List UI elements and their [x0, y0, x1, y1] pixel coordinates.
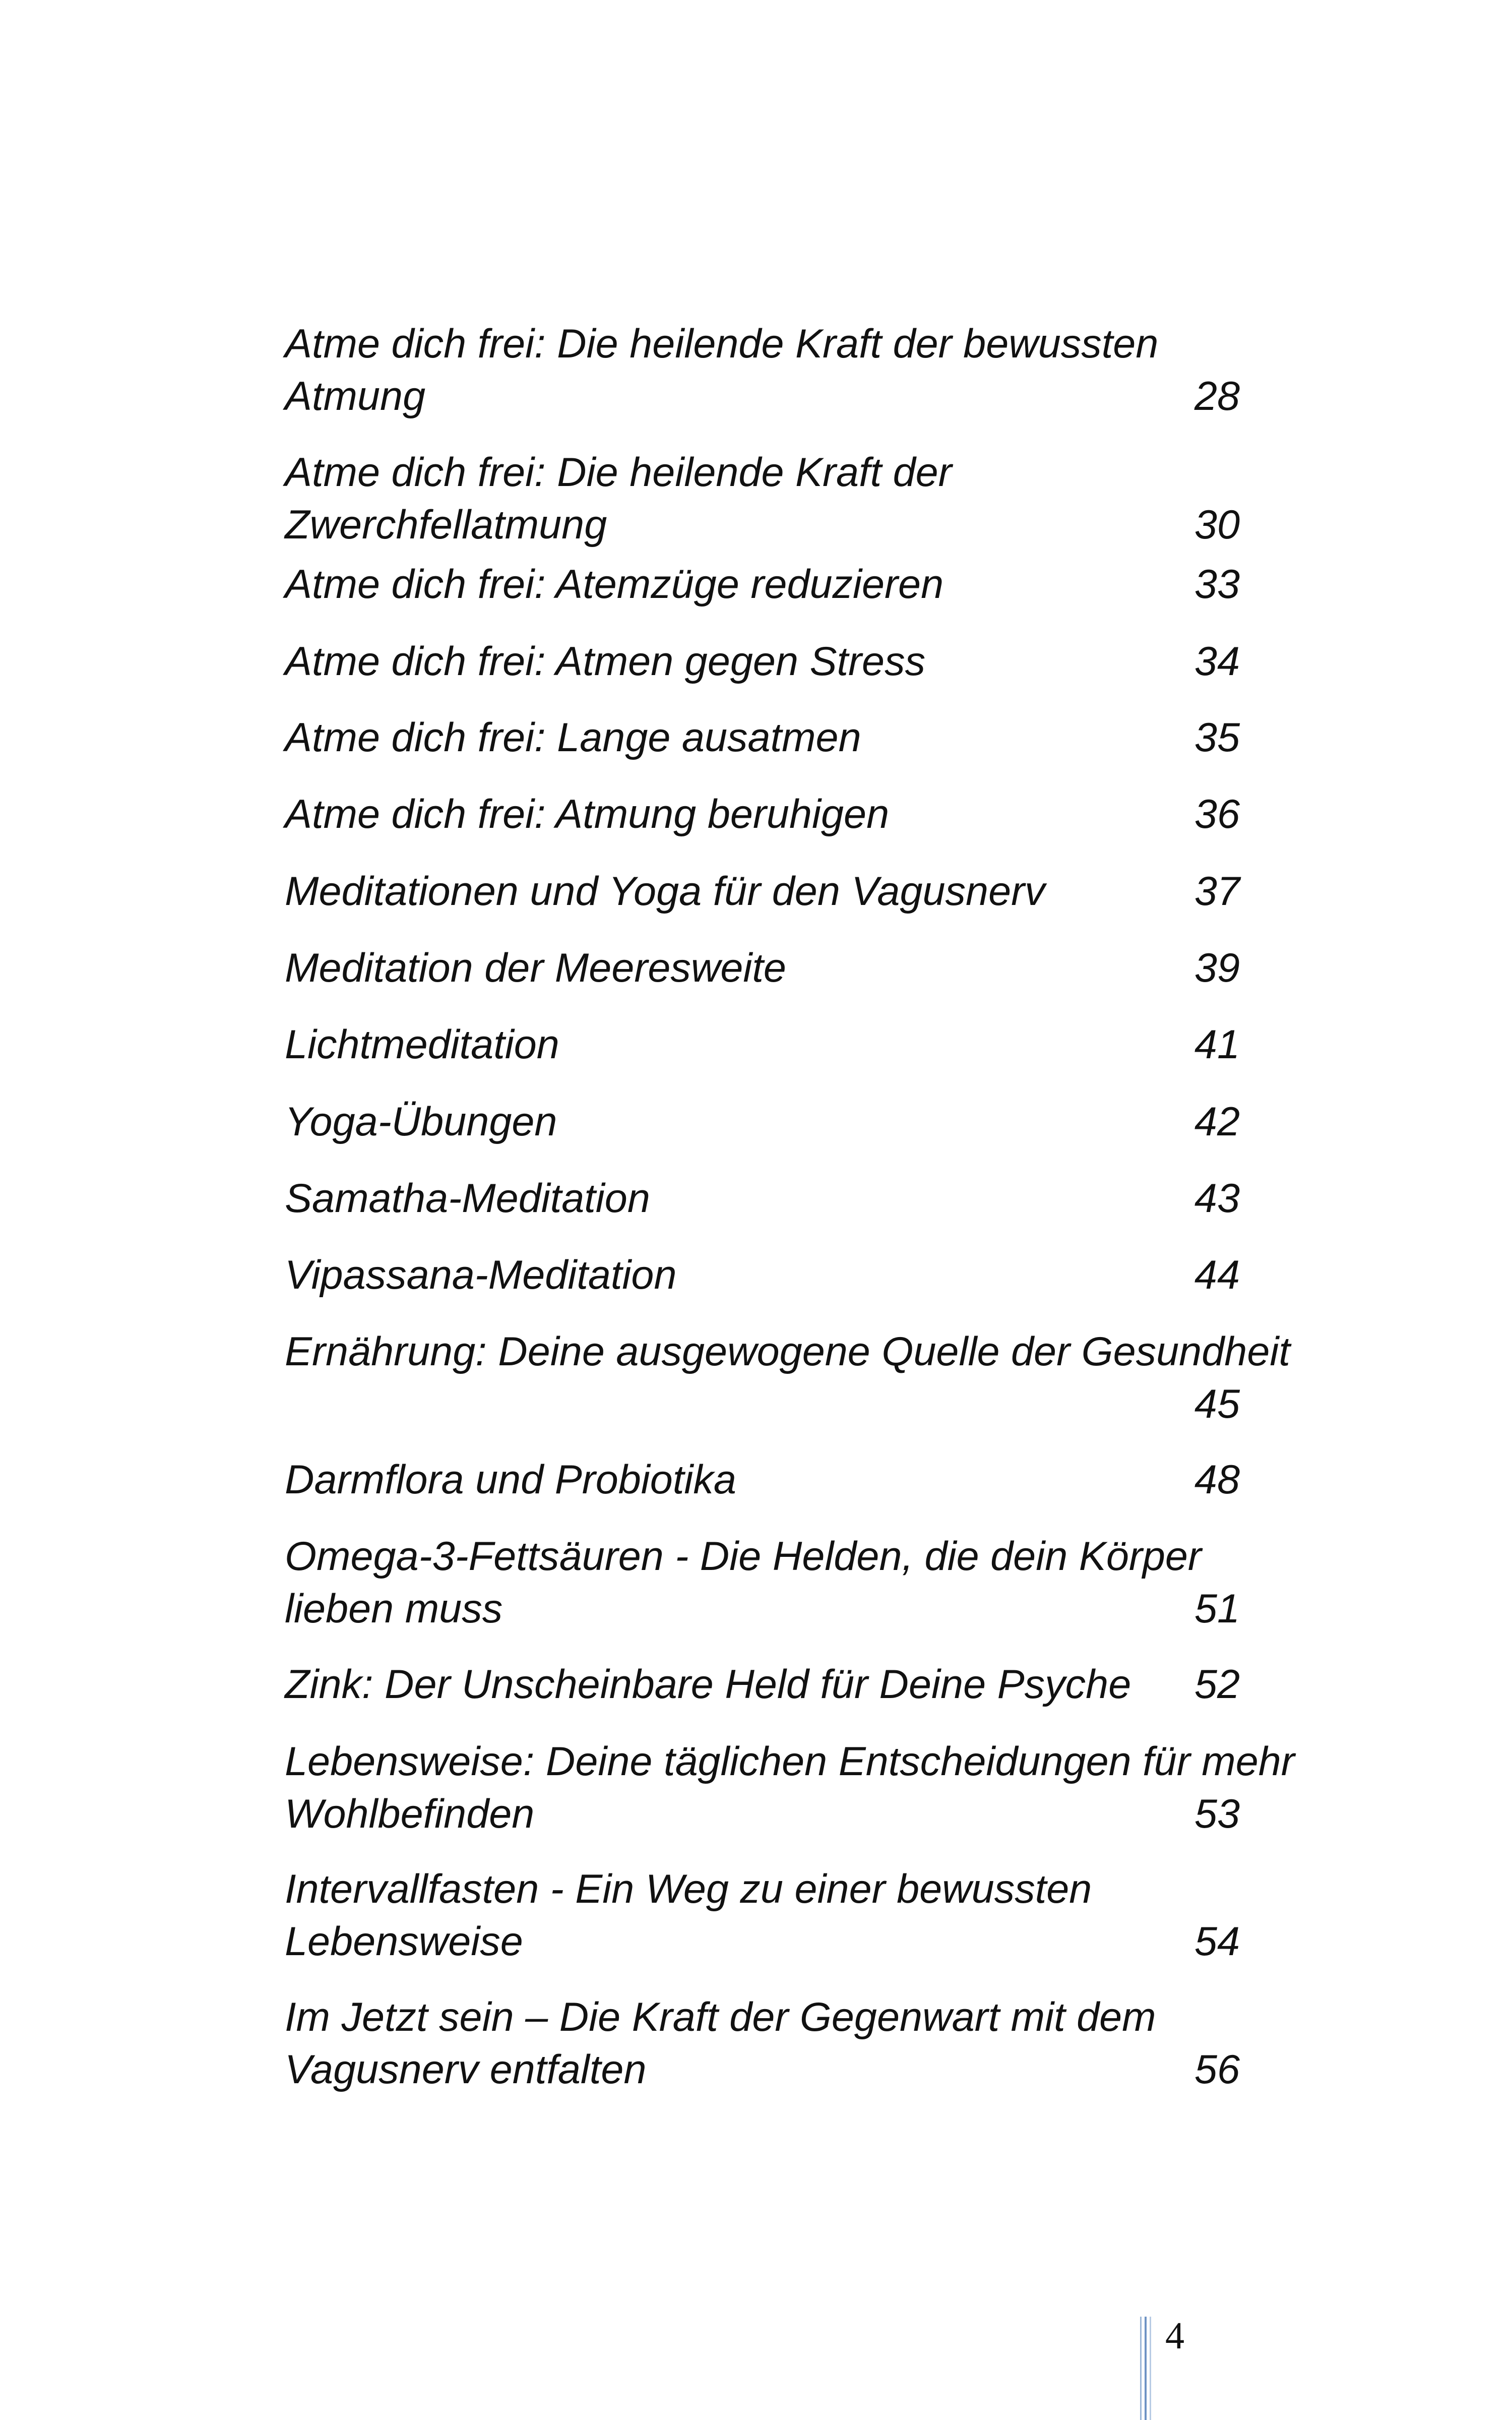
toc-entry-line: [285, 1018, 1240, 1071]
toc-entry-title: Darmflora und Probiotika: [285, 1457, 736, 1502]
toc-entry-title: Atme dich frei: Die heilende Kraft der: [285, 450, 952, 495]
toc-entry-page-number: 52: [1194, 1662, 1240, 1707]
toc-entry-title: Zink: Der Unscheinbare Held für Deine Psyche: [285, 1662, 1131, 1707]
toc-entry-line: [285, 1863, 1240, 1915]
toc-entry-page-number: 36: [1194, 792, 1240, 837]
toc-entry-page-number: 44: [1194, 1252, 1240, 1298]
toc-entry-line: [285, 499, 1240, 551]
toc-entry-title: Lichtmeditation: [285, 1022, 559, 1067]
toc-entry-title: Samatha-Meditation: [285, 1176, 650, 1221]
toc-entry-line: [285, 1530, 1240, 1583]
toc-entry-title: Atme dich frei: Atmen gegen Stress: [285, 639, 926, 684]
toc-entry-page-number: 35: [1194, 715, 1240, 760]
toc-entry-page-number: 33: [1194, 562, 1240, 607]
toc-entry-page-number: 48: [1194, 1457, 1240, 1502]
toc-entry-page-number: 54: [1194, 1919, 1240, 1964]
toc-entry-title: Intervallfasten - Ein Weg zu einer bewussten: [285, 1866, 1092, 1912]
toc-entry-line: [285, 1454, 1240, 1506]
toc-entry-title: Meditation der Meeresweite: [285, 945, 786, 991]
toc-entry[interactable]: [285, 1735, 1295, 1840]
toc-entry-line: [285, 1658, 1240, 1711]
rule-line: [1145, 2317, 1146, 2420]
toc-entry-page-number: 53: [1194, 1791, 1240, 1837]
page-number: 4: [1165, 2315, 1184, 2357]
toc-entry-line: [285, 635, 1240, 688]
toc-entry-line: [285, 1583, 1240, 1635]
toc-entry[interactable]: [285, 1172, 1240, 1225]
toc-entry-title: Atmung: [285, 374, 426, 419]
toc-entry-title: Im Jetzt sein – Die Kraft der Gegenwart mit dem: [285, 1994, 1156, 2040]
toc-entry[interactable]: [285, 1325, 1290, 1430]
toc-entry-line: [285, 370, 1240, 422]
toc-entry-line: [285, 1325, 1290, 1378]
toc-entry-title: Atme dich frei: Lange ausatmen: [285, 715, 861, 760]
toc-entry-title: Atme dich frei: Die heilende Kraft der bewussten: [285, 321, 1159, 367]
toc-entry-line: [285, 558, 1240, 611]
toc-entry-page-number: 45: [1194, 1381, 1240, 1427]
toc-entry-line: [285, 711, 1240, 764]
toc-entry[interactable]: [285, 1991, 1240, 2096]
toc-entry-title: Lebensweise: Deine täglichen Entscheidungen für mehr: [285, 1739, 1295, 1784]
toc-entry-line: [285, 1788, 1240, 1840]
toc-entry[interactable]: [285, 788, 1240, 840]
toc-entry[interactable]: [285, 942, 1240, 994]
toc-entry-line: [285, 942, 1240, 994]
toc-entry[interactable]: [285, 1863, 1240, 1968]
toc-entry[interactable]: [285, 1018, 1240, 1071]
toc-entry-line: [285, 2043, 1240, 2096]
toc-entry[interactable]: [285, 446, 1240, 551]
toc-entry[interactable]: [285, 865, 1240, 918]
toc-entry-title: lieben muss: [285, 1586, 503, 1631]
footer-decorative-rule: [1140, 2317, 1151, 2420]
toc-entry-line: [285, 1991, 1240, 2043]
toc-entry-page-number: 30: [1194, 502, 1240, 548]
toc-entry-line: [285, 1735, 1295, 1788]
toc-entry[interactable]: [285, 1454, 1240, 1506]
toc-entry[interactable]: [285, 1249, 1240, 1301]
toc-entry[interactable]: [285, 1530, 1240, 1635]
toc-entry-line: [285, 788, 1240, 840]
toc-entry[interactable]: [285, 1096, 1240, 1148]
toc-entry-line: [285, 318, 1240, 370]
toc-entry-line: [285, 1172, 1240, 1225]
toc-entry-page-number: 51: [1194, 1586, 1240, 1631]
toc-entry-title: Vipassana-Meditation: [285, 1252, 677, 1298]
toc-entry-title: Ernährung: Deine ausgewogene Quelle der Gesundheit: [285, 1329, 1290, 1374]
toc-entry[interactable]: [285, 635, 1240, 688]
toc-entry-title: Lebensweise: [285, 1919, 523, 1964]
toc-entry-page-number: 37: [1194, 869, 1240, 914]
toc-entry-page-number: 56: [1194, 2047, 1240, 2092]
toc-entry-line: [285, 1378, 1240, 1430]
toc-entry-page-number: 34: [1194, 639, 1240, 684]
toc-entry-page-number: 28: [1194, 374, 1240, 419]
toc-entry-title: Wohlbefinden: [285, 1791, 535, 1837]
toc-entry-page-number: 43: [1194, 1176, 1240, 1221]
toc-entry-title: Atme dich frei: Atmung beruhigen: [285, 792, 890, 837]
toc-entry-title: Meditationen und Yoga für den Vagusnerv: [285, 869, 1045, 914]
toc-entry-line: [285, 1915, 1240, 1968]
rule-line: [1140, 2317, 1142, 2420]
toc-entry-page-number: 41: [1194, 1022, 1240, 1067]
toc-entry[interactable]: [285, 711, 1240, 764]
toc-entry-line: [285, 1096, 1240, 1148]
toc-entry-title: Omega-3-Fettsäuren - Die Helden, die dein Körper: [285, 1534, 1202, 1579]
rule-line: [1150, 2317, 1151, 2420]
toc-entry[interactable]: [285, 1658, 1240, 1711]
toc-entry[interactable]: [285, 558, 1240, 611]
toc-entry-line: [285, 865, 1240, 918]
toc-entry-title: Zwerchfellatmung: [285, 502, 607, 548]
toc-entry-title: Yoga-Übungen: [285, 1099, 557, 1144]
toc-entry-title: Vagusnerv entfalten: [285, 2047, 647, 2092]
toc-entry-line: [285, 1249, 1240, 1301]
toc-entry-title: Atme dich frei: Atemzüge reduzieren: [285, 562, 944, 607]
toc-entry[interactable]: [285, 318, 1240, 422]
toc-entry-line: [285, 446, 1240, 499]
toc-entry-page-number: 42: [1194, 1099, 1240, 1144]
toc-entry-page-number: 39: [1194, 945, 1240, 991]
